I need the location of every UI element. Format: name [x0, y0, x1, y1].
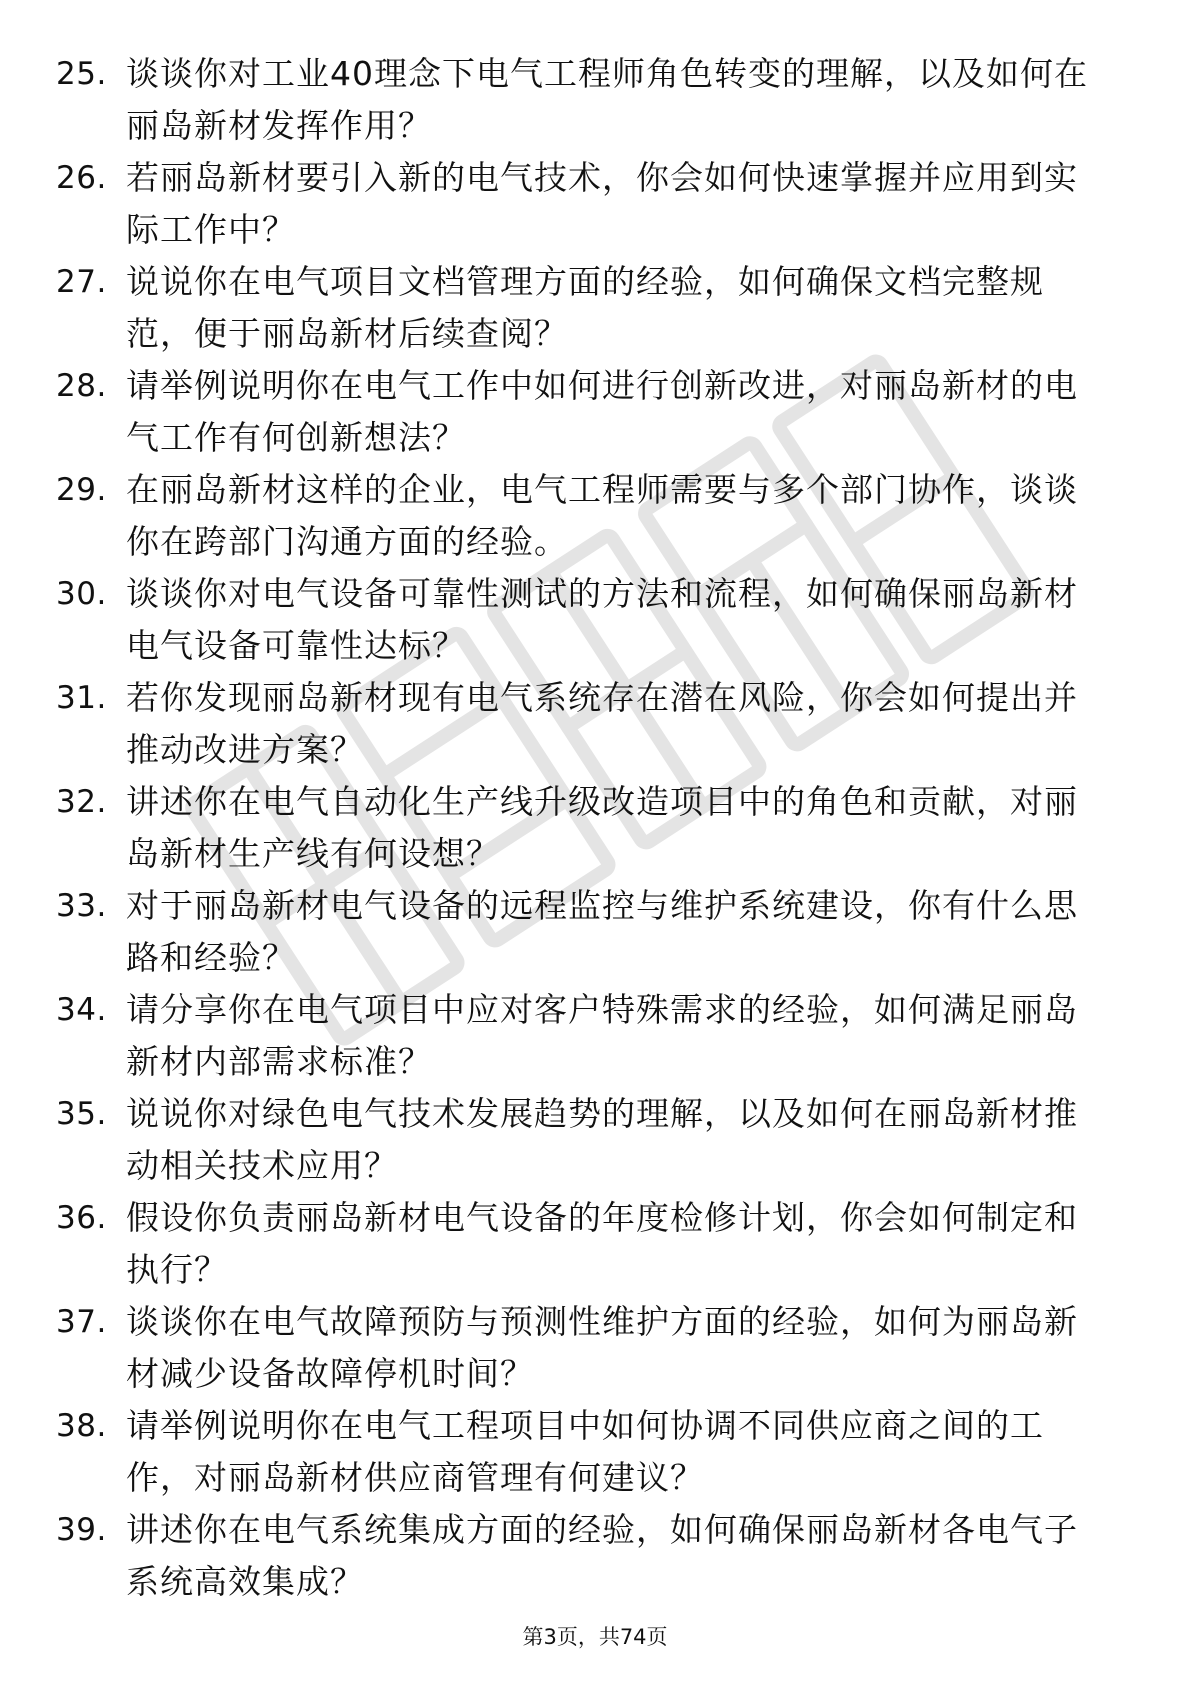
question-item-28: [56, 360, 1116, 464]
question-text: 若丽岛新材要引入新的电气技术，你会如何快速掌握并应用到实 际工作中？: [126, 158, 1078, 249]
question-text: 请举例说明你在电气工作中如何进行创新改进，对丽岛新材的电 气工作有何创新想法？: [126, 366, 1078, 457]
question-text: 若你发现丽岛新材现有电气系统存在潜在风险，你会如何提出并 推动改进方案？: [126, 678, 1078, 769]
question-item-27: [56, 256, 1116, 360]
question-text: 说说你在电气项目文档管理方面的经验，如何确保文档完整规 范，便于丽岛新材后续查阅？: [126, 262, 1044, 353]
question-number: 28.: [56, 368, 107, 404]
question-text: 假设你负责丽岛新材电气设备的年度检修计划，你会如何制定和 执行？: [126, 1198, 1078, 1289]
question-item-26: [56, 152, 1116, 256]
question-list: [56, 48, 1116, 1608]
question-item-34: [56, 984, 1116, 1088]
question-item-32: [56, 776, 1116, 880]
question-item-36: [56, 1192, 1116, 1296]
question-item-35: [56, 1088, 1116, 1192]
question-text: 讲述你在电气自动化生产线升级改造项目中的角色和贡献，对丽 岛新材生产线有何设想？: [126, 782, 1078, 873]
page-footer: [0, 1622, 1190, 1652]
question-item-33: [56, 880, 1116, 984]
question-item-39: [56, 1504, 1116, 1608]
question-number: 31.: [56, 680, 107, 716]
question-text: 谈谈你对电气设备可靠性测试的方法和流程，如何确保丽岛新材 电气设备可靠性达标？: [126, 574, 1078, 665]
question-number: 29.: [56, 472, 107, 508]
page-number-label: 第3页，共74页: [522, 1625, 668, 1649]
question-number: 35.: [56, 1096, 107, 1132]
question-text: 说说你对绿色电气技术发展趋势的理解，以及如何在丽岛新材推 动相关技术应用？: [126, 1094, 1078, 1185]
question-number: 25.: [56, 56, 107, 92]
question-number: 30.: [56, 576, 107, 612]
question-text: 对于丽岛新材电气设备的远程监控与维护系统建设，你有什么思 路和经验？: [126, 886, 1078, 977]
question-text: 在丽岛新材这样的企业，电气工程师需要与多个部门协作，谈谈 你在跨部门沟通方面的经验。: [126, 470, 1078, 561]
question-number: 27.: [56, 264, 107, 300]
question-text: 请举例说明你在电气工程项目中如何协调不同供应商之间的工 作，对丽岛新材供应商管理有何建议？: [126, 1406, 1044, 1497]
question-item-30: [56, 568, 1116, 672]
question-number: 38.: [56, 1408, 107, 1444]
question-text: 请分享你在电气项目中应对客户特殊需求的经验，如何满足丽岛 新材内部需求标准？: [126, 990, 1078, 1081]
question-number: 26.: [56, 160, 107, 196]
question-text: 谈谈你对工业40理念下电气工程师角色转变的理解，以及如何在 丽岛新材发挥作用？: [126, 54, 1088, 145]
question-item-29: [56, 464, 1116, 568]
question-number: 36.: [56, 1200, 107, 1236]
question-text: 讲述你在电气系统集成方面的经验，如何确保丽岛新材各电气子 系统高效集成？: [126, 1510, 1078, 1601]
question-item-38: [56, 1400, 1116, 1504]
question-number: 39.: [56, 1512, 107, 1548]
question-number: 33.: [56, 888, 107, 924]
question-number: 32.: [56, 784, 107, 820]
question-item-25: [56, 48, 1116, 152]
question-item-31: [56, 672, 1116, 776]
question-text: 谈谈你在电气故障预防与预测性维护方面的经验，如何为丽岛新 材减少设备故障停机时间？: [126, 1302, 1078, 1393]
question-item-37: [56, 1296, 1116, 1400]
question-number: 34.: [56, 992, 107, 1028]
question-number: 37.: [56, 1304, 107, 1340]
